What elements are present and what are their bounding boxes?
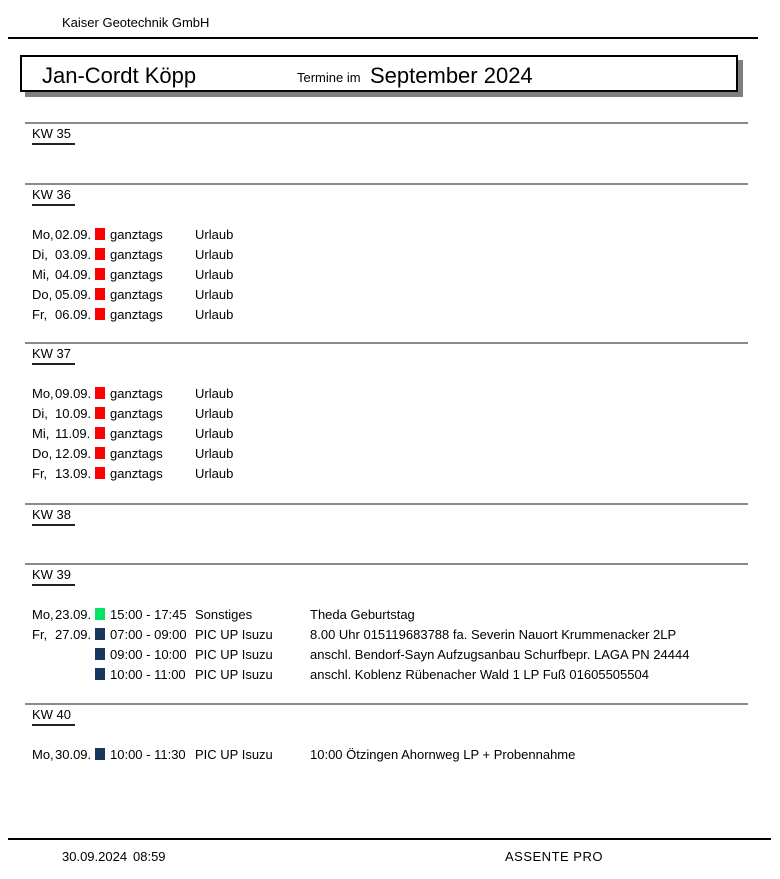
- category-cell: PIC UP Isuzu: [195, 647, 273, 662]
- day-cell: Fr,: [32, 307, 48, 322]
- print-date: 30.09.2024: [62, 849, 128, 864]
- week-label: KW 36: [32, 188, 75, 206]
- category-cell: Urlaub: [195, 287, 234, 302]
- category-color-swatch: [95, 628, 105, 640]
- time-cell: 09:00 - 10:00: [110, 647, 187, 662]
- date-cell: 23.09.: [55, 607, 92, 622]
- date-cell: 13.09.: [55, 466, 92, 481]
- appointment-row: [0, 246, 780, 266]
- week-label: KW 37: [32, 347, 75, 365]
- date-cell: 04.09.: [55, 267, 92, 282]
- category-color-swatch: [95, 467, 105, 479]
- date-cell: 11.09.: [55, 426, 91, 441]
- week-label: KW 38: [32, 508, 75, 526]
- appointment-rows: [0, 746, 780, 766]
- appointment-row: [0, 626, 780, 646]
- date-cell: 30.09.: [55, 747, 92, 762]
- day-cell: Fr,: [32, 466, 48, 481]
- category-cell: Urlaub: [195, 247, 234, 262]
- date-cell: 05.09.: [55, 287, 92, 302]
- time-cell: 10:00 - 11:30: [110, 747, 186, 762]
- appointment-row: [0, 385, 780, 405]
- time-cell: ganztags: [110, 287, 163, 302]
- title-month: September 2024: [370, 63, 533, 88]
- appointment-row: [0, 666, 780, 686]
- category-cell: PIC UP Isuzu: [195, 667, 273, 682]
- time-cell: ganztags: [110, 307, 163, 322]
- week-label: KW 35: [32, 127, 75, 145]
- section-rule: [25, 122, 748, 124]
- appointment-row: [0, 425, 780, 445]
- time-cell: ganztags: [110, 227, 163, 242]
- description-cell: anschl. Bendorf-Sayn Aufzugsanbau Schurfbepr. LAGA PN 24444: [310, 647, 690, 662]
- date-cell: 12.09.: [55, 446, 92, 461]
- date-cell: 09.09.: [55, 386, 92, 401]
- appointment-row: [0, 266, 780, 286]
- appointment-row: [0, 646, 780, 666]
- time-cell: 15:00 - 17:45: [110, 607, 187, 622]
- day-cell: Mi,: [32, 426, 50, 441]
- description-cell: Theda Geburtstag: [310, 607, 415, 622]
- day-cell: Mo,: [32, 747, 54, 762]
- appointment-row: [0, 445, 780, 465]
- category-color-swatch: [95, 268, 105, 280]
- company-name: Kaiser Geotechnik GmbH: [62, 15, 210, 30]
- time-cell: ganztags: [110, 267, 163, 282]
- description-cell: 8.00 Uhr 015119683788 fa. Severin Nauort Krummenacker 2LP: [310, 627, 677, 642]
- time-cell: ganztags: [110, 426, 163, 441]
- time-cell: 07:00 - 09:00: [110, 627, 187, 642]
- description-cell: anschl. Koblenz Rübenacher Wald 1 LP Fuß 01605505504: [310, 667, 649, 682]
- appointment-row: [0, 746, 780, 766]
- category-color-swatch: [95, 608, 105, 620]
- time-cell: ganztags: [110, 247, 163, 262]
- header-rule: [8, 37, 758, 39]
- date-cell: 10.09.: [55, 406, 92, 421]
- category-color-swatch: [95, 748, 105, 760]
- date-cell: 03.09.: [55, 247, 92, 262]
- category-color-swatch: [95, 228, 105, 240]
- appointment-row: [0, 465, 780, 485]
- app-name: ASSENTE PRO: [505, 849, 603, 864]
- day-cell: Fr,: [32, 627, 48, 642]
- print-time: 08:59: [133, 849, 166, 864]
- category-color-swatch: [95, 248, 105, 260]
- day-cell: Mo,: [32, 227, 54, 242]
- date-cell: 27.09.: [55, 627, 92, 642]
- category-cell: PIC UP Isuzu: [195, 627, 273, 642]
- appointment-rows: [0, 226, 780, 326]
- appointment-row: [0, 306, 780, 326]
- title-box: [20, 55, 738, 92]
- category-cell: Urlaub: [195, 267, 234, 282]
- category-cell: Urlaub: [195, 386, 234, 401]
- category-color-swatch: [95, 308, 105, 320]
- appointment-row: [0, 606, 780, 626]
- appointment-rows: [0, 606, 780, 686]
- section-rule: [25, 503, 748, 505]
- day-cell: Do,: [32, 287, 53, 302]
- category-color-swatch: [95, 387, 105, 399]
- section-rule: [25, 183, 748, 185]
- appointment-row: [0, 286, 780, 306]
- category-color-swatch: [95, 427, 105, 439]
- day-cell: Di,: [32, 247, 48, 262]
- category-color-swatch: [95, 288, 105, 300]
- day-cell: Do,: [32, 446, 53, 461]
- title-prefix: Termine im: [297, 70, 361, 85]
- category-color-swatch: [95, 648, 105, 660]
- category-color-swatch: [95, 668, 105, 680]
- category-cell: Urlaub: [195, 426, 234, 441]
- category-cell: PIC UP Isuzu: [195, 747, 273, 762]
- time-cell: ganztags: [110, 446, 163, 461]
- category-cell: Urlaub: [195, 446, 234, 461]
- day-cell: Mi,: [32, 267, 50, 282]
- appointment-rows: [0, 385, 780, 485]
- description-cell: 10:00 Ötzingen Ahornweg LP + Probennahme: [310, 747, 576, 762]
- week-label: KW 40: [32, 708, 75, 726]
- category-cell: Urlaub: [195, 227, 234, 242]
- category-cell: Urlaub: [195, 406, 234, 421]
- category-color-swatch: [95, 447, 105, 459]
- category-cell: Sonstiges: [195, 607, 253, 622]
- category-cell: Urlaub: [195, 466, 234, 481]
- category-cell: Urlaub: [195, 307, 234, 322]
- footer-rule: [8, 838, 771, 840]
- time-cell: ganztags: [110, 386, 163, 401]
- date-cell: 06.09.: [55, 307, 92, 322]
- time-cell: 10:00 - 11:00: [110, 667, 186, 682]
- category-color-swatch: [95, 407, 105, 419]
- time-cell: ganztags: [110, 466, 163, 481]
- day-cell: Mo,: [32, 386, 54, 401]
- appointment-row: [0, 405, 780, 425]
- day-cell: Di,: [32, 406, 48, 421]
- section-rule: [25, 563, 748, 565]
- section-rule: [25, 703, 748, 705]
- section-rule: [25, 342, 748, 344]
- day-cell: Mo,: [32, 607, 54, 622]
- week-label: KW 39: [32, 568, 75, 586]
- time-cell: ganztags: [110, 406, 163, 421]
- appointment-row: [0, 226, 780, 246]
- person-name: Jan-Cordt Köpp: [42, 63, 197, 88]
- date-cell: 02.09.: [55, 227, 92, 242]
